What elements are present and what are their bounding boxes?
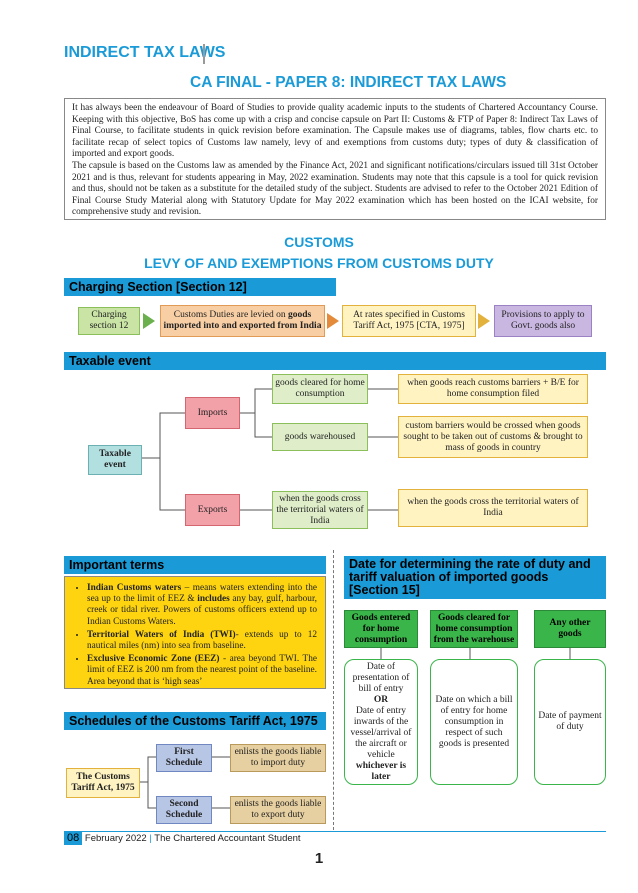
col3-heading: Any other goods [534, 610, 606, 648]
charging-box-1: Charging section 12 [78, 307, 140, 335]
term-text: - area beyond TWI. The limit of EEZ is 200 nm from the nearest point of the baseline. Area beyond that is ‘high seas’ [87, 654, 317, 687]
term-item [87, 583, 317, 628]
col1-text-a: Date of presentation of bill of entry [352, 661, 410, 694]
term-name: Exclusive Economic Zone (EEZ) [87, 654, 220, 665]
levy-title: LEVY OF AND EXEMPTIONS FROM CUSTOMS DUTY [144, 255, 494, 271]
terms-box [64, 576, 326, 689]
term-name: Indian Customs waters [87, 583, 182, 593]
warehoused-when-box: custom barriers would be crossed when goods sought to be taken out of customs & brought to mass of goods in country [398, 416, 588, 458]
paper-title: CA FINAL - PAPER 8: INDIRECT TAX LAWS [190, 74, 507, 91]
cta-root-box: The Customs Tariff Act, 1975 [66, 768, 140, 798]
section-header: INDIRECT TAX LAWS [64, 44, 226, 61]
col1-heading: Goods entered for home consumption [344, 610, 418, 648]
page-bottom-number: 1 [314, 850, 324, 867]
footer-journal: The Chartered Accountant Student [154, 833, 301, 844]
intro-paragraph-1: It has always been the endeavour of Board of Studies to provide quality academic inputs to the students of Chartered Accountancy Course. Keeping with this objective, BoS has come up with a crisp and concise capsule on Part II: Customs & FTP of Paper 8: Indirect Tax Laws of Final Course, to facilitate students in quick revision before examination. The Capsule makes use of diagrams, tables, flow charts etc. to facilitate recap of select topics of Customs law namely, levy of and exemptions from customs duty; types of duty & classification of imported and export goods. [72, 103, 598, 160]
charging-box-2-text: Customs Duties are levied on [173, 310, 288, 320]
first-schedule-desc: enlists the goods liable to import duty [230, 744, 326, 772]
home-consumption-box: goods cleared for home consumption [272, 374, 368, 404]
footer: 08 February 2022 | The Chartered Accountant Student [64, 832, 301, 844]
col1-or: OR [373, 694, 389, 705]
home-when-box: when goods reach customs barriers + B/E for home consumption filed [398, 374, 588, 404]
column-divider [333, 550, 334, 830]
charging-heading: Charging Section [Section 12] [64, 278, 336, 296]
second-schedule-box: Second Schedule [156, 796, 212, 824]
col1-text-b: Date of entry inwards of the vessel/arrival of the aircraft or vehicle [350, 705, 412, 760]
imports-box: Imports [185, 397, 240, 429]
col1-content [344, 659, 418, 785]
charging-box-3: At rates specified in Customs Tariff Act, 1975 [CTA, 1975] [342, 305, 476, 337]
charging-box-4: Provisions to apply to Govt. goods also [494, 305, 592, 337]
charging-box-2-bold: goods imported into and exported from India [163, 310, 322, 331]
warehoused-box: goods warehoused [272, 423, 368, 451]
exports-when-box: when the goods cross the territorial waters of India [398, 489, 588, 527]
term-text: - extends up to 12 nautical miles (nm) into sea from baseline. [87, 629, 317, 652]
customs-title: CUSTOMS [284, 234, 354, 250]
col1-later: whichever is later [355, 760, 407, 782]
term-text-bold: includes [197, 594, 230, 605]
schedules-heading: Schedules of the Customs Tariff Act, 1975 [64, 712, 326, 730]
col2-heading: Goods cleared for home consumption from the warehouse [430, 610, 518, 648]
date-heading: Date for determining the rate of duty and tariff valuation of imported goods [Section 15] [344, 556, 606, 599]
footer-month: February 2022 [84, 833, 147, 844]
page-number: 08 [64, 831, 82, 845]
intro-paragraph-2: The capsule is based on the Customs law as amended by the Finance Act, 2021 and significant notifications/circulars issued till 31st October 2021 and is thus, relevant for students appearing in May, 2022 examination. Students may note that this capsule is a tool for quick revision and thus, should not be taken as a substitute for the detailed study of the subject. Students are advised to refer to the October 2021 Edition of Final Course Study Material along with Statutory Update for May 2022 examination which has been hosted on the ICAI website, for comprehensive study and revision. [72, 160, 598, 218]
taxable-heading: Taxable event [64, 352, 606, 370]
col2-content: Date on which a bill of entry for home consumption in respect of such goods is presented [430, 659, 518, 785]
cross-waters-box: when the goods cross the territorial waters of India [272, 491, 368, 529]
taxable-event-root: Taxable event [88, 445, 142, 475]
term-name: Territorial Waters of India (TWI) [87, 629, 236, 640]
term-item [87, 654, 317, 688]
exports-box: Exports [185, 494, 240, 526]
second-schedule-desc: enlists the goods liable to export duty [230, 796, 326, 824]
term-text: – means waters extending into the sea up to the limit of EEZ & [87, 583, 317, 605]
first-schedule-box: First Schedule [156, 744, 212, 772]
col3-content: Date of payment of duty [534, 659, 606, 785]
terms-heading: Important terms [64, 556, 326, 574]
term-text: any bay, gulf, harbour, creek or tidal river. Powers of customs officers extend up to Indian Customs Waters. [87, 594, 317, 627]
term-item [87, 630, 317, 652]
